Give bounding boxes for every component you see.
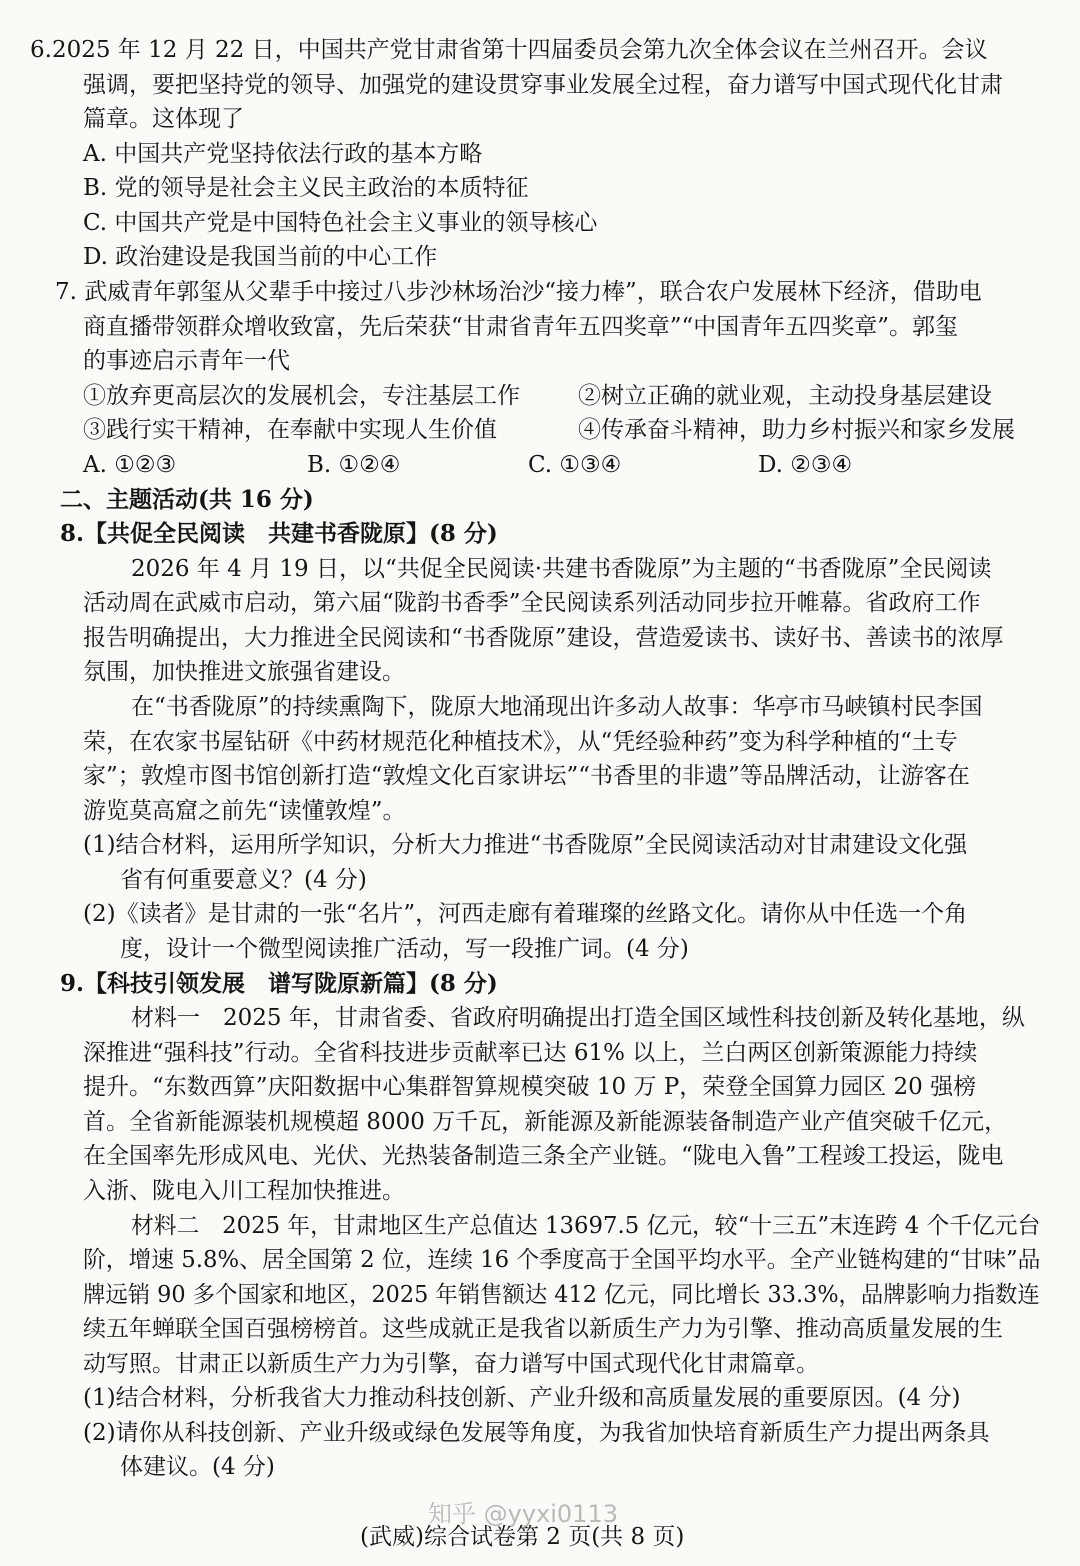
q7-statement-3: ③践行实干精神，在奉献中实现人生价值 [83,417,497,443]
q8-subquestion-1-line-2: 省有何重要意义？(4 分) [120,867,367,893]
q9-subquestion-1: (1)结合材料，分析我省大力推动科技创新、产业升级和高质量发展的重要原因。(4 分) [83,1385,961,1411]
q6-stem-line-3: 篇章。这体现了 [83,106,244,132]
q7-option-c: C. ①③④ [528,452,622,478]
q8-material-line-4: 氛围，加快推进文旅强省建设。 [83,659,405,685]
q6-option-a: A. 中国共产党坚持依法行政的基本方略 [83,141,483,167]
q8-title: 8.【共促全民阅读 共建书香陇原】(8 分) [60,520,498,547]
q8-material-line-1: 2026 年 4 月 19 日，以“共促全民阅读·共建书香陇原”为主题的“书香陇原”全民阅读 [131,556,992,582]
q9-material-1-line-6: 入浙、陇电入川工程加快推进。 [83,1178,405,1204]
q7-statement-1: ①放弃更高层次的发展机会，专注基层工作 [83,383,520,409]
q7-stem-line-1: 7. 武威青年郭玺从父辈手中接过八步沙林场治沙“接力棒”，联合农户发展林下经济，借助电 [55,279,982,305]
q7-option-a: A. ①②③ [83,452,177,478]
q9-material-1-line-4: 首。全省新能源装机规模超 8000 万千瓦，新能源及新能源装备制造产业产值突破千亿元， [83,1109,1008,1135]
q8-subquestion-2-line-2: 度，设计一个微型阅读推广活动，写一段推广词。(4 分) [120,936,689,962]
q9-title: 9.【科技引领发展 谱写陇原新篇】(8 分) [60,970,498,997]
q9-material-2-line-1: 材料二 2025 年，甘肃地区生产总值达 13697.5 亿元，较“十三五”末连跨 4 个千亿元台 [131,1213,1041,1239]
section-2-heading: 二、主题活动(共 16 分) [60,486,314,513]
q8-material-line-7: 家”；敦煌市图书馆创新打造“敦煌文化百家讲坛”“书香里的非遗”等品牌活动，让游客在 [83,763,970,789]
q7-stem-line-3: 的事迹启示青年一代 [83,348,290,374]
q9-material-1-line-5: 在全国率先形成风电、光伏、光热装备制造三条全产业链。“陇电入鲁”工程竣工投运，陇电 [83,1143,1004,1169]
q9-material-2-line-4: 续五年蝉联全国百强榜榜首。这些成就正是我省以新质生产力为引擎、推动高质量发展的生 [83,1316,1003,1342]
watermark: 知乎 @yyxi0113 [428,1500,618,1528]
q6-stem-line-2: 强调，要把坚持党的领导、加强党的建设贯穿事业发展全过程，奋力谱写中国式现代化甘肃 [83,72,1003,98]
q6-stem-line-1: 6.2025 年 12 月 22 日，中国共产党甘肃省第十四届委员会第九次全体会议在兰州召开。会议 [30,37,988,63]
q6-option-c: C. 中国共产党是中国特色社会主义事业的领导核心 [83,210,598,236]
q9-subquestion-2-line-1: (2)请你从科技创新、产业升级或绿色发展等角度，为我省加快培育新质生产力提出两条具 [83,1420,990,1446]
q7-statement-2: ②树立正确的就业观，主动投身基层建设 [578,383,992,409]
page-footer: (武威)综合试卷第 2 页(共 8 页) [360,1524,685,1550]
q9-subquestion-2-line-2: 体建议。(4 分) [120,1454,275,1480]
q8-material-line-5: 在“书香陇原”的持续熏陶下，陇原大地涌现出许多动人故事：华亭市马峡镇村民李国 [131,694,983,720]
q8-material-line-3: 报告明确提出，大力推进全民阅读和“书香陇原”建设，营造爱读书、读好书、善读书的浓厚 [83,625,1004,651]
q9-material-1-line-2: 深推进“强科技”行动。全省科技进步贡献率已达 61% 以上，兰白两区创新策源能力持续 [83,1040,978,1066]
q7-statement-4: ④传承奋斗精神，助力乡村振兴和家乡发展 [578,417,1015,443]
q9-material-1-line-3: 提升。“东数西算”庆阳数据中心集群智算规模突破 10 万 P，荣登全国算力园区 20 强榜 [83,1074,977,1100]
q7-option-b: B. ①②④ [307,452,401,478]
q9-material-2-line-3: 牌远销 90 多个国家和地区，2025 年销售额达 412 亿元，同比增长 33.3%，品牌影响力指数连 [83,1282,1040,1308]
q6-option-d: D. 政治建设是我国当前的中心工作 [83,244,438,270]
q8-material-line-8: 游览莫高窟之前先“读懂敦煌”。 [83,798,406,824]
q9-material-2-line-5: 动写照。甘肃正以新质生产力为引擎，奋力谱写中国式现代化甘肃篇章。 [83,1351,819,1377]
q6-option-b: B. 党的领导是社会主义民主政治的本质特征 [83,175,529,201]
q9-material-1-line-1: 材料一 2025 年，甘肃省委、省政府明确提出打造全国区域性科技创新及转化基地，纵 [131,1005,1025,1031]
q9-material-2-line-2: 阶，增速 5.8%、居全国第 2 位，连续 16 个季度高于全国平均水平。全产业链构建的“甘味”品 [83,1247,1041,1273]
q8-material-line-2: 活动周在武威市启动，第六届“陇韵书香季”全民阅读系列活动同步拉开帷幕。省政府工作 [83,590,981,616]
q7-option-d: D. ②③④ [758,452,853,478]
q8-subquestion-2-line-1: (2)《读者》是甘肃的一张“名片”，河西走廊有着璀璨的丝路文化。请你从中任选一个角 [83,901,968,927]
q8-subquestion-1-line-1: (1)结合材料，运用所学知识，分析大力推进“书香陇原”全民阅读活动对甘肃建设文化强 [83,832,968,858]
q7-stem-line-2: 商直播带领群众增收致富，先后荣获“甘肃省青年五四奖章”“中国青年五四奖章”。郭玺 [83,314,959,340]
q8-material-line-6: 荣，在农家书屋钻研《中药材规范化种植技术》，从“凭经验种药”变为科学种植的“土专 [83,729,958,755]
